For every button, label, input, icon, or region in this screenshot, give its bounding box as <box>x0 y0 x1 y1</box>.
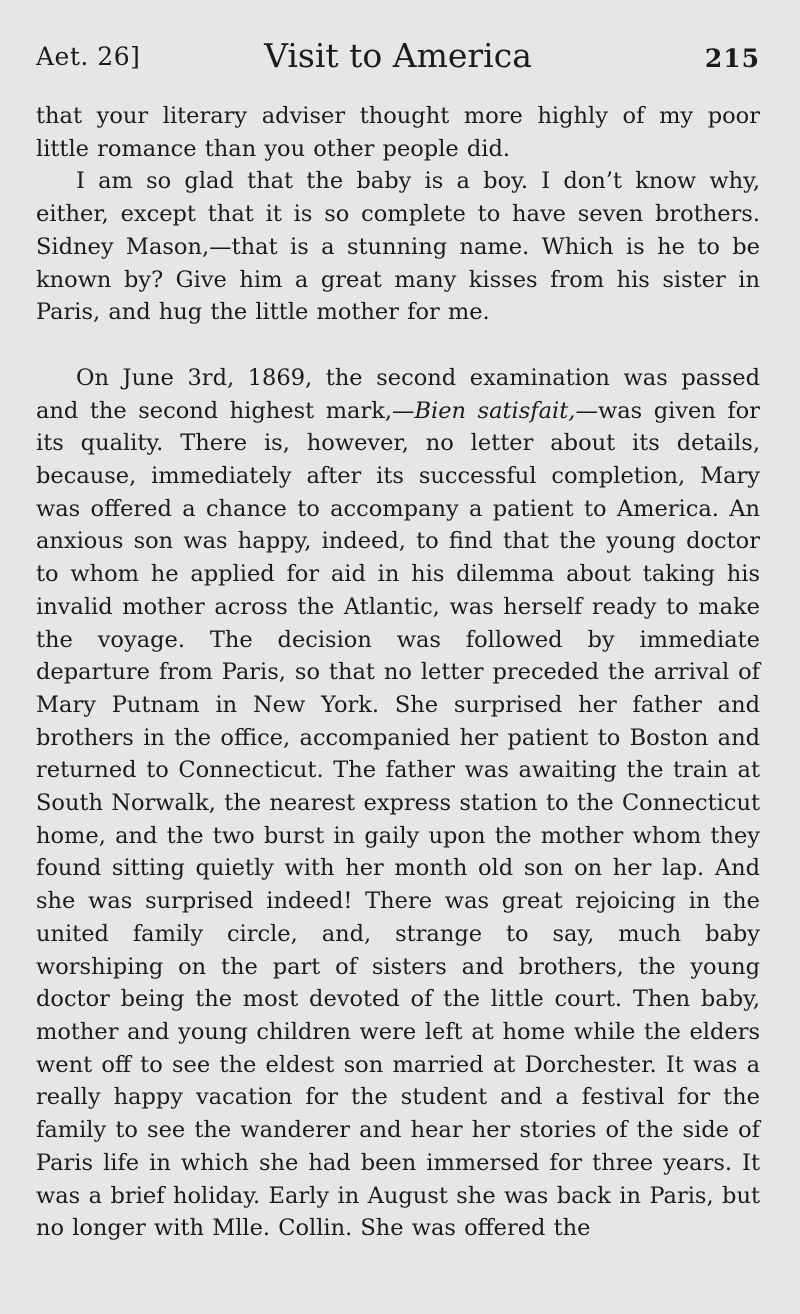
emphasis-bien-satisfait: Bien satisfait, <box>414 397 576 424</box>
running-head-title: Visit to America <box>264 36 532 75</box>
running-head <box>36 36 760 86</box>
paragraph-examination-start: On June 3rd, 1869, the second examination was passed and the second highest mark,— <box>36 364 760 424</box>
body-text <box>36 100 760 1245</box>
paragraph-baby: I am so glad that the baby is a boy. I don’t know why, either, except that it is so complete to have seven brothers. Sidney Mason,—that is a stunning name. Which is he to be known by? Give him a great many kisses from his sister in Paris, and hug the little mother for me. <box>36 168 760 326</box>
paragraph-examination-rest: —was given for its quality. There is, however, no letter about its details, because, immediately after its successful completion, Mary was offered a chance to accompany a patient to America. An anxious son was happy, indeed, to find that the young doctor to whom he applied for aid in his dilemma about taking his invalid mother across the Atlantic, was herself ready to make the voyage. The decision was followed by immediate departure from Paris, so that no letter preceded the arrival of Mary Putnam in New York. She surprised her father and brothers in the office, accompanied her patient to Boston and returned to Connecticut. The father was awaiting the train at South Norwalk, the nearest express station to the Connecticut home, and the two burst in gaily upon the mother whom they found sitting quietly with her month old son on her lap. And she was surprised indeed! There was great rejoicing in the united family circle, and, strange to say, much baby worshiping on the part of sisters and brothers, the young doctor being the most devoted of the little court. Then baby, mother and young children were left at home while the elders went off to see the eldest son married at Dorchester. It was a really happy vacation for the student and a festival for the family to see the wanderer and hear her stories of the side of Paris life in which she had been immersed for three years. It was a brief holiday. Early in August she was back in Paris, but no longer with Mlle. Collin. She was offered the <box>36 397 760 1242</box>
paragraph-letter-end: that your literary adviser thought more highly of my poor little romance than you other people did. <box>36 103 760 162</box>
running-head-age: Aet. 26] <box>36 42 141 71</box>
paragraph-examination <box>36 362 760 1245</box>
page-number: 215 <box>704 44 760 73</box>
